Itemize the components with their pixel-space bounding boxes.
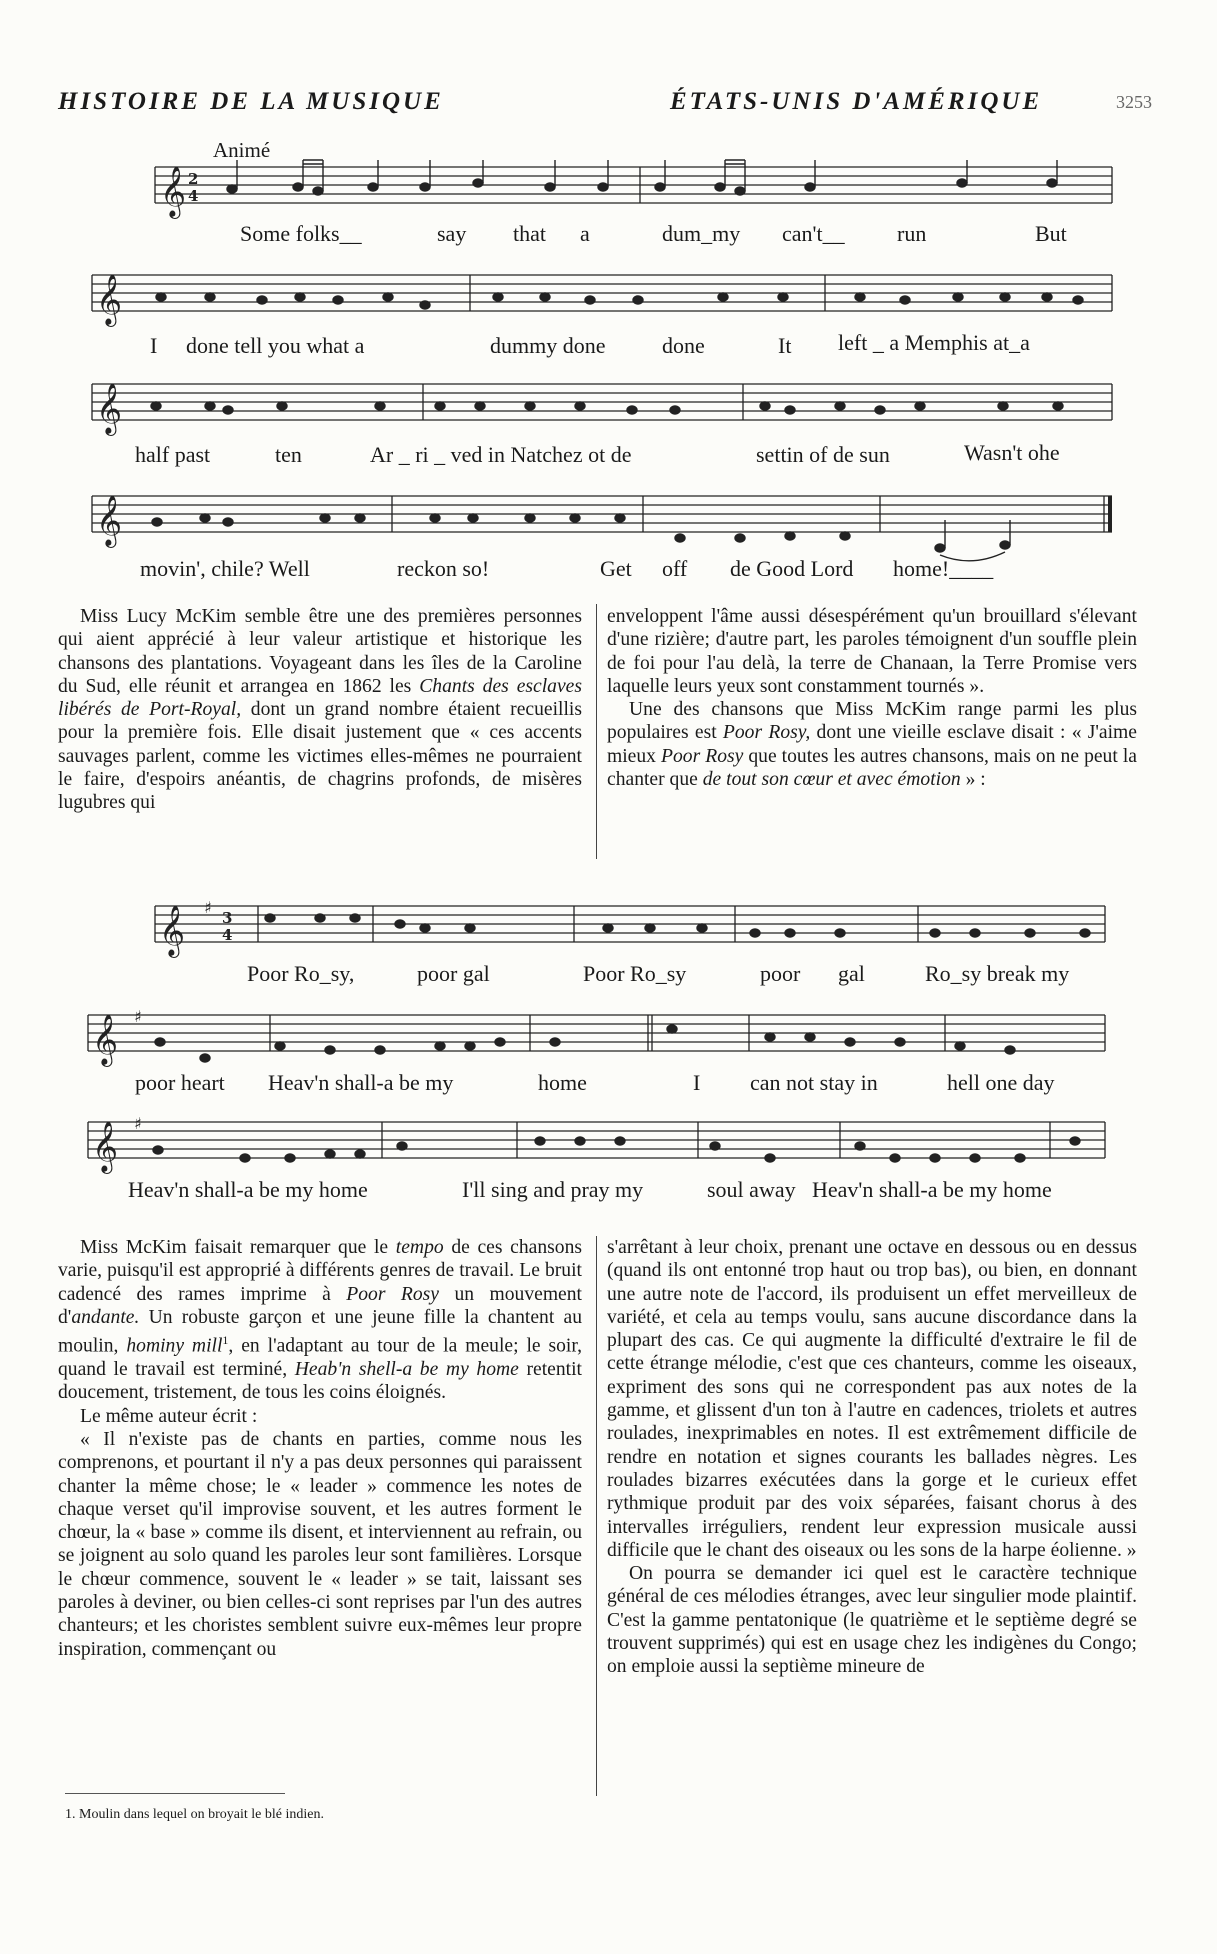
song1-lyric: Some folks__ — [240, 221, 362, 246]
song2-lyric: poor gal — [417, 961, 490, 986]
treble-clef-icon: 𝄞 — [92, 1014, 119, 1065]
body-text-italic: Poor Rosy — [661, 745, 744, 767]
footnote-ref[interactable]: 1 — [222, 1333, 229, 1348]
column-divider — [596, 604, 597, 859]
body-text: dont un grand nombre étaient recueillis pour la première fois. Elle disait justement que « ces accents sauvages parlent, comme les victimes elles-mêmes ne pourraient le faire, d'espoirs anéantis, de chagrins profonds, de misères lugubres qui — [58, 699, 582, 814]
song1-lyric: can't__ — [782, 221, 845, 246]
body-text: Miss McKim faisait remarquer que le — [80, 1237, 389, 1258]
body-text-italic: Poor Rosy, — [722, 722, 811, 744]
song2-lyric: hell one day — [947, 1070, 1055, 1095]
song2-lyric: Heav'n shall-a be my home — [812, 1177, 1052, 1202]
song1-lyric: I — [150, 333, 158, 358]
song1-lyric: Wasn't ohe — [964, 440, 1060, 465]
running-title-left: HISTOIRE DE LA MUSIQUE — [58, 88, 444, 115]
text-column-right-2 — [607, 1236, 1137, 1679]
notes-song2-2 — [155, 1025, 1015, 1062]
body-text: On pourra se demander ici quel est le caractère technique général de ces mélodies étranges, avec leur singulier mode plaintif. C'est la gamme pentatonique (le quatrième et le septième degré se trouvent supprimés) qui est en usage chez les indigènes du Congo; on emploie aussi la septième mineure de — [607, 1563, 1137, 1678]
text-column-left-1 — [58, 605, 582, 815]
song1-lyric: say — [437, 221, 467, 246]
body-text: que toutes les autres chansons, mais on ne peut la chanter que — [607, 745, 1137, 791]
song1-lyric: done — [662, 333, 705, 358]
song1-lyric: left _ a Memphis at_a — [838, 330, 1030, 355]
song1-lyric: movin', chile? Well — [140, 556, 310, 581]
song2-lyric: Poor Ro_sy, — [247, 961, 355, 986]
song1-lyric: dum_my — [662, 221, 741, 246]
song1-lyric: It — [778, 333, 792, 358]
song2-lyric: Heav'n shall-a be my — [268, 1070, 454, 1095]
body-text: un mouvement d' — [58, 1283, 582, 1328]
text-column-right-1 — [607, 605, 1137, 791]
treble-clef-icon: 𝄞 — [96, 274, 123, 325]
notes-song1-3 — [151, 402, 1063, 414]
song2-lyric: gal — [838, 961, 865, 986]
body-text-italic: andante. — [71, 1306, 140, 1328]
song2-lyric: Ro_sy break my — [925, 961, 1070, 986]
footnote-rule — [65, 1793, 285, 1794]
song1-lyric: reckon so! — [397, 556, 490, 581]
notes-song1-1 — [227, 160, 1057, 195]
song1-lyric: de Good Lord — [730, 556, 854, 581]
svg-text:4: 4 — [188, 187, 199, 205]
tempo-marking: Animé — [213, 138, 271, 162]
song2-lyric: poor heart — [135, 1070, 225, 1095]
page-number: 3253 — [1116, 92, 1152, 112]
column-divider — [596, 1236, 597, 1796]
notes-song1-4 — [152, 514, 1010, 561]
song2-lyric: Poor Ro_sy — [583, 961, 687, 986]
song1-lyric: dummy done — [490, 333, 606, 358]
treble-clef-icon: 𝄞 — [92, 1121, 119, 1172]
song1-lyric: that — [513, 221, 546, 246]
body-text-italic: Poor Rosy — [346, 1283, 439, 1305]
body-text: Miss Lucy McKim semble être une des premières personnes qui aient apprécié à leur valeur artistique et historique les chansons des plantations. Voyageant dans les îles de la Caroline du Sud, elle réunit et arrangea en 1862 les — [58, 606, 582, 697]
body-text: « Il n'existe pas de chants en parties, comme nous les comprenons, et pourtant il n'y a pas deux personnes qui paraissent chanter la même chose; le « leader » commence les notes de chaque verset qu'il improvise souvent, et les autres forment le chœur, la « base » comme ils disent, et interviennent au refrain, ou se joignent au solo quand les paroles leur sont familières. Lorsque le chœur commence, souvent le « leader » se tait, laissant ses paroles à deviner, ou bien celles-ci sont reprises par l'un des autres chanteurs; et les choristes semblent suivre eux-mêmes leur propre inspiration, commençant ou — [58, 1428, 582, 1660]
body-text: Le même auteur écrit : — [80, 1405, 258, 1427]
text-column-left-2 — [58, 1236, 582, 1661]
song1-lyric: But — [1035, 221, 1067, 246]
song1-lyric: off — [662, 556, 688, 581]
song1-lyric: ten — [275, 442, 302, 467]
body-text-italic: hominy mill — [126, 1335, 223, 1357]
svg-text:♯: ♯ — [204, 898, 212, 917]
song1-lyric: done tell you what a — [186, 333, 365, 358]
staff-song2-1 — [155, 906, 1105, 942]
staff-song1-3 — [92, 384, 1112, 420]
running-title-right: ÉTATS-UNIS D'AMÉRIQUE — [670, 88, 1043, 115]
song2-lyric: Heav'n shall-a be my home — [128, 1177, 368, 1202]
song2-lyric: soul away — [707, 1177, 796, 1202]
song1-lyric: half past — [135, 442, 211, 467]
staff-song1-4 — [92, 496, 1112, 532]
song1-lyric: run — [897, 221, 927, 246]
body-text: dont une vieille esclave disait : « J'aime mieux — [607, 722, 1137, 767]
treble-clef-icon: 𝄞 — [160, 166, 187, 217]
body-text: s'arrêtant à leur choix, prenant une octave en dessous ou en dessus (quand ils ont entonné trop haut ou trop bas), ou bien, en donnant une autre note de l'accord, ils produisent un effet merveilleux de variété, et cela au temps voulu, sans aucune discordance dans la plupart des cas. Ce qui augmente la difficulté d'extraire le fil de cette étrange mélodie, c'est que ces chanteurs, comme les oiseaux, expriment des sons qui ne correspondent pas aux notes de la gamme, et glissent d'un ton à l'autre en cadences, triolets et autres roulades, inexprimables en notes. Il est extrêmement difficile de rendre en notation et signes courants les ballades nègres. Les roulades bizarres exécutées dans la gorge et le curieux effet rythmique produit par des voix séparées, faisant chorus à des intervalles irréguliers, rendent leur expression musicale aussi difficile que le chant des oiseaux ou les sons de la harpe éolienne. » — [607, 1237, 1137, 1561]
body-text: Un robuste garçon et une jeune fille la chantent au moulin, — [58, 1306, 582, 1357]
body-text-italic: de tout son cœur et avec émotion — [702, 769, 961, 791]
song1-lyric: a — [580, 221, 590, 246]
body-text: de ces chansons varie, puisqu'il est approprié à différents genres de travail. Le bruit cadencé des rames imprime à — [58, 1237, 582, 1305]
body-text-italic: tempo — [395, 1237, 444, 1258]
body-text-italic: Heab'n shell-a be my home — [294, 1359, 519, 1381]
svg-text:♯: ♯ — [134, 1114, 142, 1133]
svg-text:3: 3 — [222, 909, 233, 927]
song2-lyric: poor — [760, 961, 801, 986]
treble-clef-icon: 𝄞 — [96, 383, 123, 434]
body-text: » : — [965, 769, 986, 791]
song1-lyric: settin of de sun — [756, 442, 890, 467]
song1-lyric: home!____ — [893, 556, 994, 581]
svg-text:2: 2 — [188, 170, 199, 188]
treble-clef-icon: 𝄞 — [96, 495, 123, 546]
staff-song2-2 — [88, 1015, 1105, 1051]
song1-lyric: Get — [600, 556, 632, 581]
song2-lyric: can not stay in — [750, 1070, 878, 1095]
treble-clef-icon: 𝄞 — [159, 905, 186, 956]
body-text-italic: Chants des esclaves libérés de Port-Royal, — [58, 675, 582, 721]
song2-lyric: home — [538, 1070, 587, 1095]
notes-song1-2 — [156, 293, 1083, 309]
svg-text:♯: ♯ — [134, 1007, 142, 1026]
song2-lyric: I'll sing and pray my — [462, 1177, 644, 1202]
song1-lyric: Ar _ ri _ ved in Natchez ot de — [370, 442, 632, 467]
footnote: 1. Moulin dans lequel on broyait le blé indien. — [65, 1807, 324, 1822]
body-text: Une des chansons que Miss McKim range parmi les plus populaires est — [607, 699, 1137, 744]
svg-text:4: 4 — [222, 926, 233, 944]
body-text: retentit doucement, tristement, de tous les coins éloignés. — [58, 1359, 582, 1404]
body-text: enveloppent l'âme aussi désespérément qu'un brouillard s'élevant d'une rizière; d'autre part, les paroles témoignent d'un souffle plein de foi pour l'au delà, la terre de Chanaan, la Terre Promise vers laquelle leurs yeux sont constamment tournés ». — [607, 606, 1137, 697]
body-text: , en l'adaptant au tour de la meule; le soir, quand le travail est terminé, — [58, 1335, 582, 1381]
staff-song2-3 — [88, 1122, 1105, 1158]
song2-lyric: I — [693, 1070, 701, 1095]
